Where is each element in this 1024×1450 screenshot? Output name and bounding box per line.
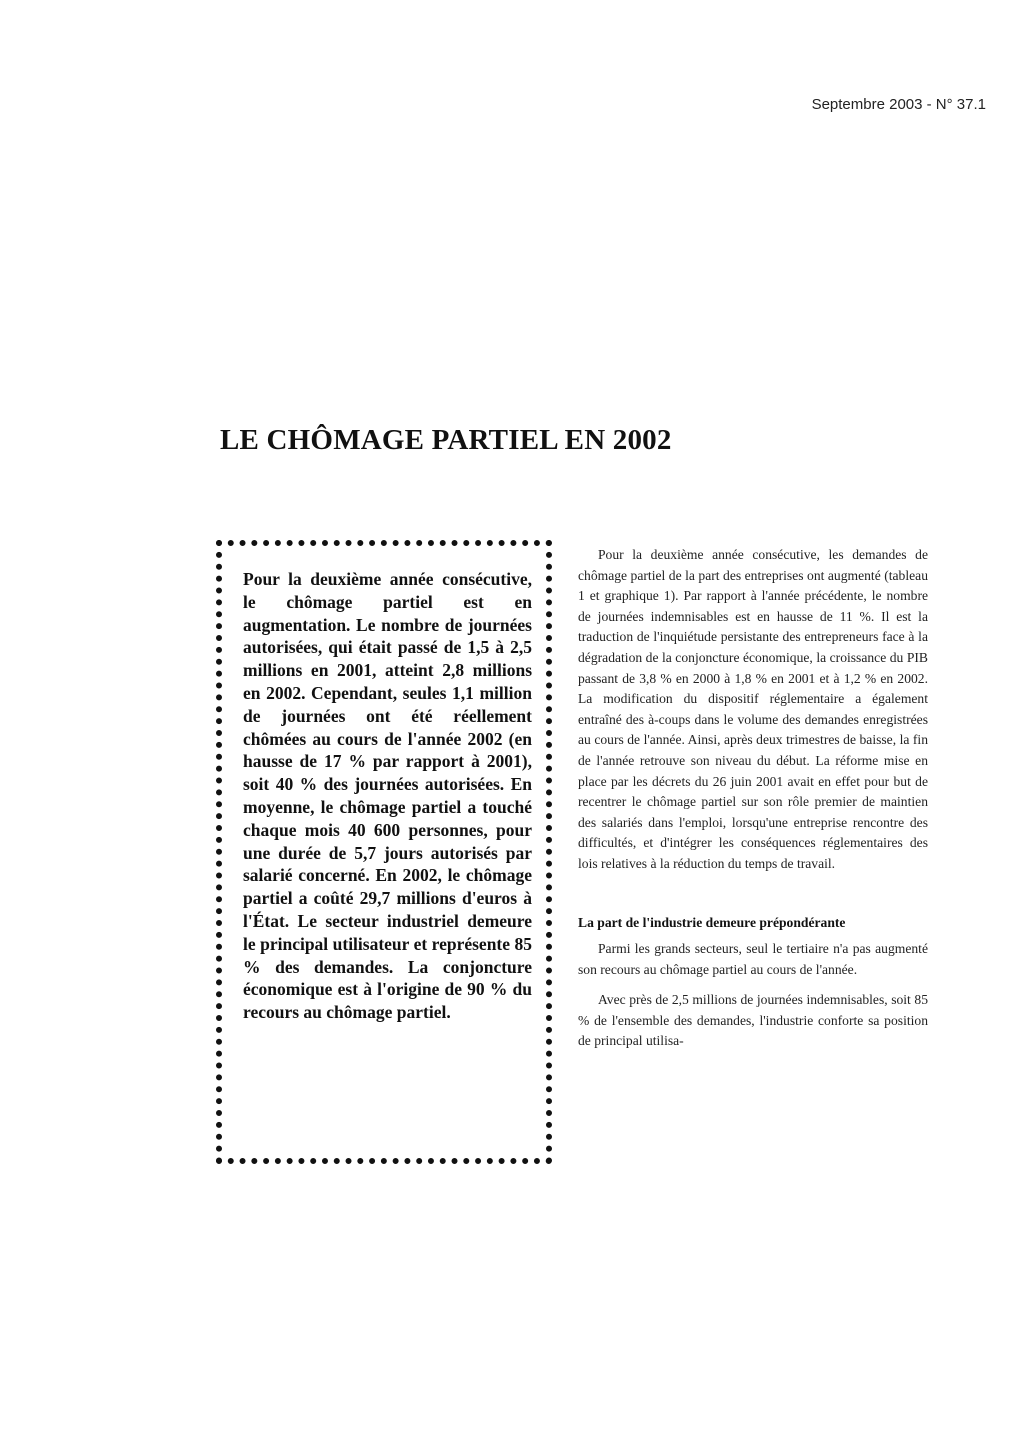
body-paragraph-3: Avec près de 2,5 millions de journées indemnisables, soit 85 % de l'ensemble des demandes, l'industrie conforte sa position de principal utilisa- (578, 992, 928, 1049)
issue-date-header: Septembre 2003 - N° 37.1 (811, 96, 986, 113)
section-heading: La part de l'industrie demeure prépondérante (578, 914, 846, 930)
body-paragraph-1: Pour la deuxième année consécutive, les demandes de chômage partiel de la part des entreprises ont augmenté (tableau 1 et graphique 1). Par rapport à l'année précédente, le nombre de journées indemnisables est en hausse de 11 %. Il est la traduction de l'inquiétude persistante des entrepreneurs face à la dégradation de la conjoncture économique, la croissance du PIB passant de 3,8 % en 2000 à 1,8 % en 2001 et à 1,2 % en 2002. La modification du dispositif réglementaire a également entraîné des à-coups dans le volume des demandes enregistrées au cours de l'année. Ainsi, après deux trimestres de baisse, la fin de l'année retrouve son niveau du début. La réforme mise en place par les décrets du 26 juin 2001 avait en effet pour but de recentrer le chômage partiel sur son rôle premier de maintien des salariés dans l'emploi, lorsqu'une entreprise rencontre des difficultés, et d'intégrer les conséquences réglementaires des lois relatives à la réduction du temps de travail. (578, 547, 928, 871)
summary-box (216, 540, 552, 1164)
body-paragraph-2: Parmi les grands secteurs, seul le tertiaire n'a pas augmenté son recours au chômage partiel au cours de l'année. (578, 941, 928, 977)
summary-text: Pour la deuxième année consécutive, le chômage partiel est en augmentation. Le nombre de journées autorisées, qui était passé de 1,5 à 2,5 millions en 2001, atteint 2,8 millions en 2002. Cependant, seules 1,1 million de journées ont été réellement chômées au cours de l'année 2002 (en hausse de 17 % par rapport à 2001), soit 40 % des journées autorisées. En moyenne, le chômage partiel a touché chaque mois 40 600 personnes, pour une durée de 5,7 jours autorisés par salarié concerné. En 2002, le chômage partiel a coûté 29,7 millions d'euros à l'État. Le secteur industriel demeure le principal utilisateur et représente 85 % des demandes. La conjoncture économique est à l'origine de 90 % du recours au chômage partiel. (243, 569, 532, 1023)
article-title: LE CHÔMAGE PARTIEL EN 2002 (220, 424, 672, 456)
article-body (578, 545, 928, 1052)
